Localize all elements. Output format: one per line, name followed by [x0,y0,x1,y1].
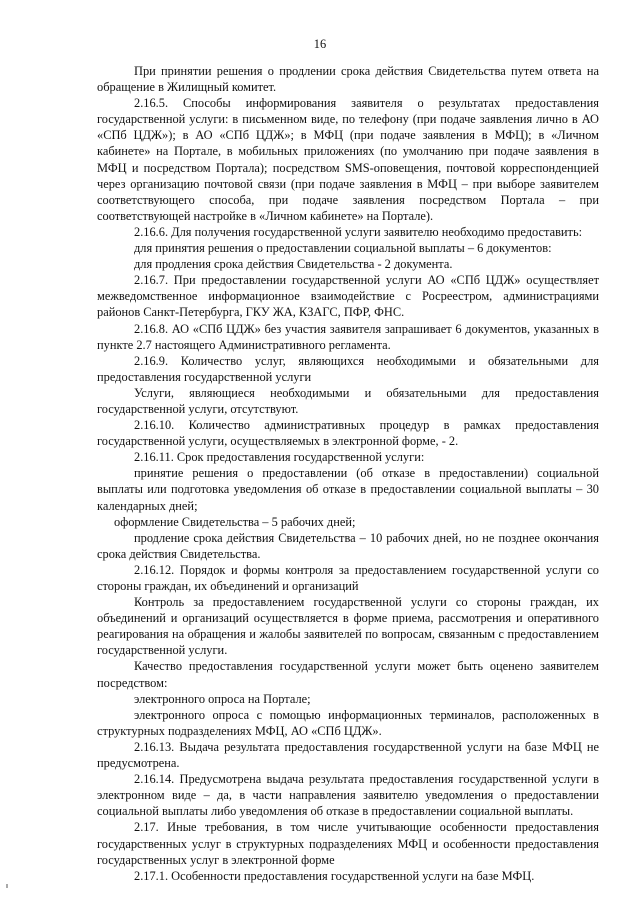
paragraph-docs-social-payment: для принятия решения о предоставлении социальной выплаты – 6 документов: [134,241,552,256]
paragraph-2-16-13: 2.16.13. Выдача результата предоставления государственной услуги на базе МФЦ не предусмотрена. [97,739,599,771]
paragraph-2-16-9: 2.16.9. Количество услуг, являющихся необходимыми и обязательными для предоставления государственной услуги [97,353,599,384]
paragraph-renewal-term: продление срока действия Свидетельства – 10 рабочих дней, но не позднее окончания срока действия Свидетельства. [97,530,599,561]
paragraph-2-16-8: 2.16.8. АО «СПб ЦДЖ» без участия заявителя запрашивает 6 документов, указанных в пункте 2.7 настоящего Административного регламента. [97,321,599,352]
paragraph-2-17-1: 2.17.1. Особенности предоставления государственной услуги на базе МФЦ. [134,868,535,883]
paragraph-required-services: Услуги, являющиеся необходимыми и обязательными для предоставления государственной услуги, отсутствуют. [97,385,599,416]
page-number: 16 [313,37,327,51]
paragraph-2-16-10: 2.16.10. Количество административных процедур в рамках предоставления государственной услуги, осуществляемых в электронной форме, - 2. [97,418,599,449]
paragraph-2-16-5: 2.16.5. Способы информирования заявителя о результатах предоставления государственной услуги: в письменном виде, по телефону (при подаче заявления лично в АО «СПб ЦДЖ»); в АО «СПб ЦДЖ»; в МФЦ (при подаче заявления в МФЦ); в «Личном кабинете» на Портале, в мобильных приложениях (по умолчанию при подаче заявления в МФЦ и посредством Портала); посредством SMS-оповещения, почтовой корреспонденцией через организацию почтовой связи (при подаче заявления в МФЦ – при выборе заявителем соответствующего способа, при подаче заявления посредством Портала – при соответствующей настройке в «Личном кабинете» на Портале). [97,96,599,223]
paragraph-2-16-12: 2.16.12. Порядок и формы контроля за предоставлением государственной услуги со стороны граждан, их объединений и организаций [97,562,599,593]
paragraph-2-16-11: 2.16.11. Срок предоставления государственной услуги: [134,450,425,465]
paragraph-2-17: 2.17. Иные требования, в том числе учитывающие особенности предоставления государственных услуг в структурных подразделениях МФЦ и особенности предоставления государственных услуг в электронной форме [97,820,599,867]
paragraph-2-16-14: 2.16.14. Предусмотрена выдача результата предоставления государственной услуги в электронном виде – да, в части направления заявителю уведомления о предоставлении социальной выплаты либо уведомления об отказе в предоставлении социальной выплаты. [97,772,599,819]
paragraph-portal-renewal: При принятии решения о продлении срока действия Свидетельства путем ответа на обращение в Жилищный комитет. [97,64,599,95]
paragraph-quality: Качество предоставления государственной услуги может быть оценено заявителем посредством: [97,659,599,690]
paragraph-certificate-term: оформление Свидетельства – 5 рабочих дней; [114,514,356,529]
paragraph-2-16-6: 2.16.6. Для получения государственной услуги заявителю необходимо предоставить: [134,224,583,239]
paragraph-decision-term: принятие решения о предоставлении (об отказе в предоставлении) социальной выплаты или подготовка уведомления об отказе в предоставлении социальной выплаты – 30 календарных дней; [97,466,599,513]
paragraph-docs-renewal: для продления срока действия Свидетельства - 2 документа. [134,257,453,272]
scan-artifact [6,884,8,888]
paragraph-portal-survey: электронного опроса на Портале; [134,691,311,706]
paragraph-2-16-7: 2.16.7. При предоставлении государственной услуги АО «СПб ЦДЖ» осуществляет межведомственное информационное взаимодействие с Росреестром, администрациями районов Санкт-Петербурга, ГКУ ЖА, КЗАГС, ПФР, ФНС. [97,273,599,320]
paragraph-control: Контроль за предоставлением государственной услуги со стороны граждан, их объединений и организаций осуществляется в форме приема, рассмотрения и оперативного реагирования на обращения и жалобы заявителей по вопросам, связанным с предоставлением государственной услуги. [97,595,599,658]
paragraph-terminal-survey: электронного опроса с помощью информационных терминалов, расположенных в структурных подразделениях МФЦ, АО «СПб ЦДЖ». [97,707,599,738]
document-body [97,63,599,884]
